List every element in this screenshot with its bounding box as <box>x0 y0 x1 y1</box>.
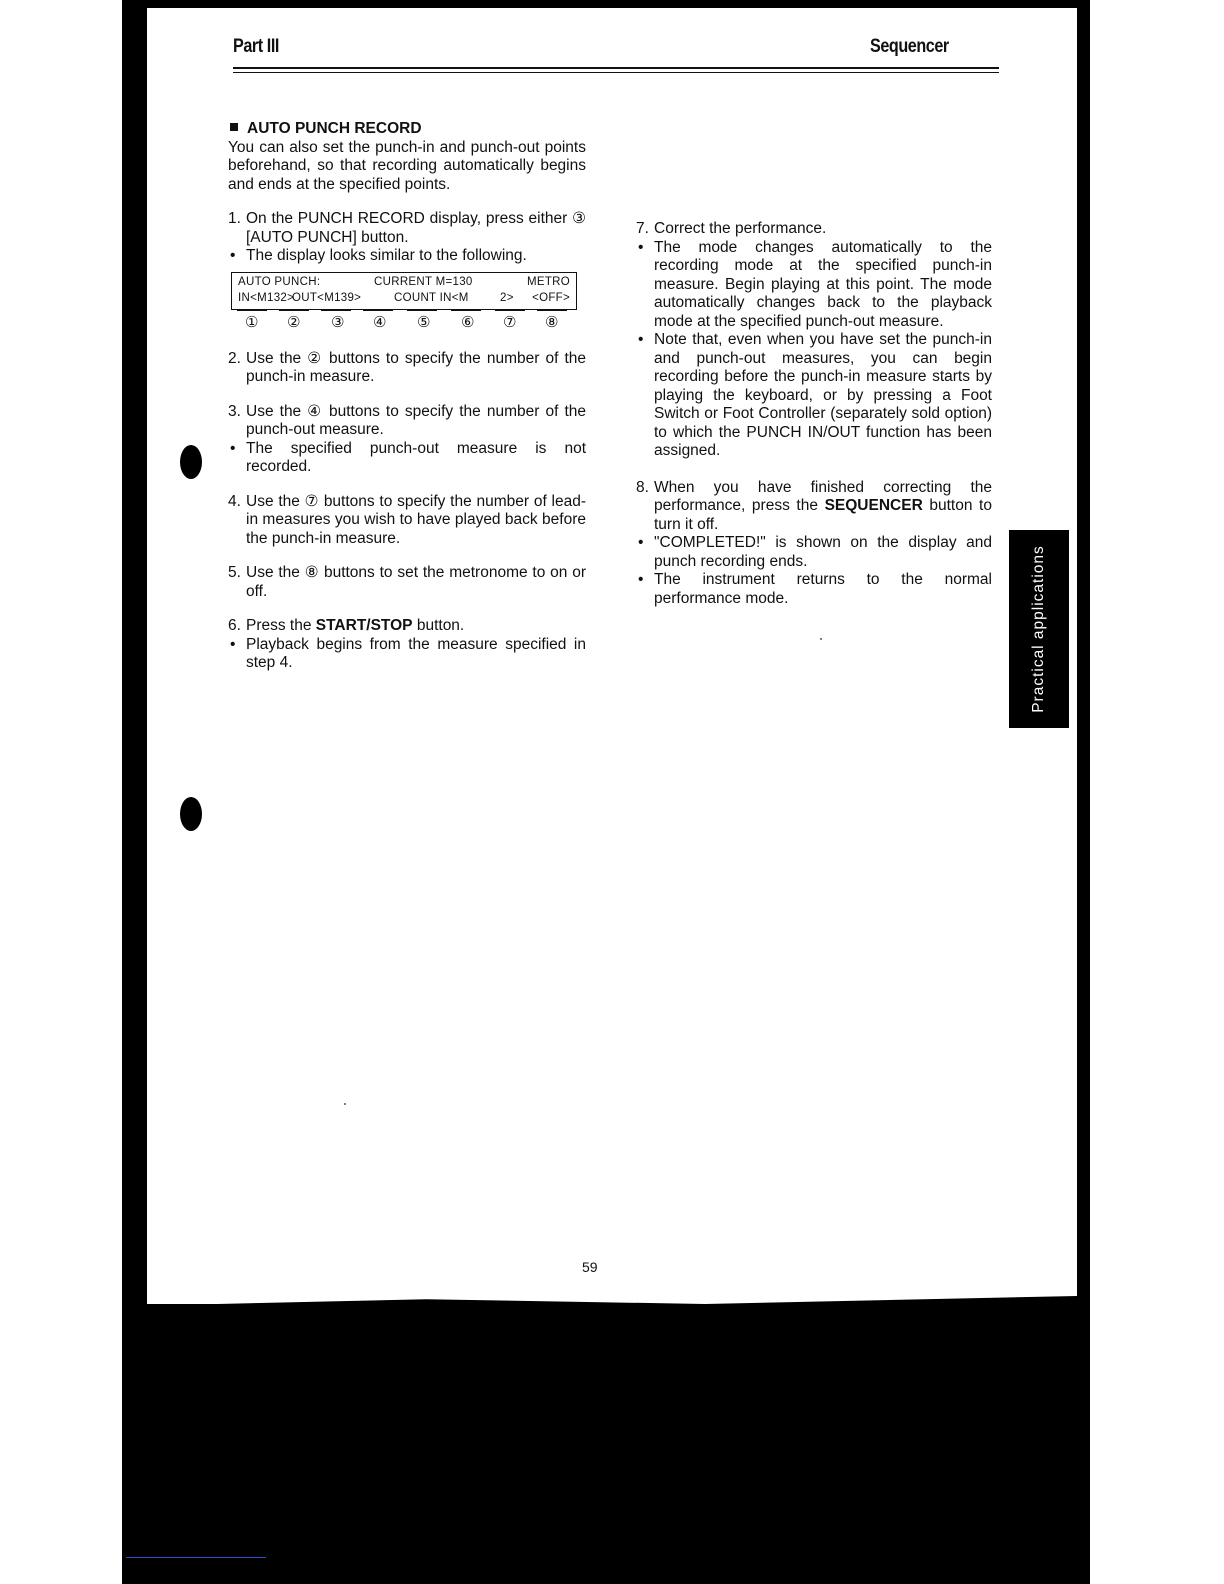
lcd-row2-col3: COUNT IN<M <box>394 291 469 304</box>
lcd-row2-col5: <OFF> <box>532 291 570 304</box>
bullet-dot-icon: • <box>638 571 644 588</box>
scan-border-top <box>0 0 1224 8</box>
step-7-bullet-2: • Note that, even when you have set the punch-in and punch-out measures, you can begin recording before the punch-in measure starts by playing the keyboard, or by pressing a Foot Switch or Foot Controller (separately sold option) to which the PUNCH IN/OUT function has been assigned. <box>638 331 992 459</box>
punch-hole-icon <box>180 445 202 479</box>
square-bullet-icon <box>230 123 238 131</box>
step-3: 3. Use the ④ buttons to specify the number of the punch-out measure. <box>228 402 586 438</box>
lcd-marker <box>321 310 351 312</box>
lcd-marker <box>279 310 309 312</box>
scan-margin-left <box>0 0 122 1584</box>
step-3-bullet: • The specified punch-out measure is not recorded. <box>230 439 586 475</box>
bullet-dot-icon: • <box>230 247 236 264</box>
lcd-marker <box>237 310 267 312</box>
punch-hole-icon <box>180 797 202 831</box>
part-heading: Part III <box>233 36 279 57</box>
header-rule-thin <box>233 72 999 73</box>
sequencer-button-ref: SEQUENCER <box>824 497 923 514</box>
lcd-marker <box>495 310 525 312</box>
intro-paragraph: You can also set the punch-in and punch-out points beforehand, so that recording automatically begins and ends at the specified points. <box>228 138 586 193</box>
lcd-row1-col2: CURRENT M=130 <box>374 275 473 288</box>
page-number: 59 <box>582 1259 598 1275</box>
lcd-row2-col1: IN<M132> <box>238 291 295 304</box>
lcd-marker <box>407 310 437 312</box>
scan-border-bottom <box>0 1304 1224 1584</box>
step-1-bullet: • The display looks similar to the following. <box>230 247 527 264</box>
button-4-label: ④ <box>373 313 387 331</box>
bullet-dot-icon: • <box>638 238 644 256</box>
scan-margin-right <box>1090 0 1224 1584</box>
start-stop-button-ref: START/STOP <box>315 617 413 634</box>
bullet-dot-icon: • <box>638 534 644 551</box>
lcd-row1-col1: AUTO PUNCH: <box>238 275 321 288</box>
scan-speck <box>820 638 822 640</box>
bullet-dot-icon: • <box>638 331 644 348</box>
button-6-label: ⑥ <box>461 313 475 331</box>
scan-artifact-line <box>126 1557 266 1558</box>
step-5: 5. Use the ⑧ buttons to set the metronome to on or off. <box>228 564 586 600</box>
button-8-label: ⑧ <box>545 313 559 331</box>
section-heading: Sequencer <box>870 36 949 57</box>
lcd-row1-col3: METRO <box>526 275 570 288</box>
left-column <box>228 120 586 673</box>
step-4: 4. Use the ⑦ buttons to specify the number of lead-in measures you wish to have played back before the punch-in measure. <box>228 492 586 547</box>
bullet-dot-icon: • <box>230 439 236 457</box>
step-6: 6. Press the START/STOP button. <box>228 617 465 634</box>
lcd-marker <box>451 310 481 312</box>
lcd-display <box>231 272 577 310</box>
step-8-bullet-1: • "COMPLETED!" is shown on the display and punch recording ends. <box>638 534 992 570</box>
lcd-marker <box>363 310 393 312</box>
button-1-label: ① <box>245 313 259 331</box>
lcd-button-numbers <box>231 314 575 336</box>
section-title: AUTO PUNCH RECORD <box>228 120 586 139</box>
step-6-bullet: • Playback begins from the measure specified in step 4. <box>230 635 586 671</box>
button-2-label: ② <box>287 313 301 331</box>
step-8-bullet-2: • The instrument returns to the normal performance mode. <box>638 571 992 607</box>
lcd-row2-col2: OUT<M139> <box>292 291 362 304</box>
step-8: 8. When you have finished correcting the performance, press the SEQUENCER button to turn it off. <box>636 478 992 533</box>
step-1: 1. On the PUNCH RECORD display, press either ③ [AUTO PUNCH] button. <box>228 210 586 246</box>
lcd-marker <box>537 310 567 312</box>
header-rule <box>233 67 999 69</box>
step-7-bullet-1: • The mode changes automatically to the recording mode at the specified punch-in measure. Begin playing at this point. The mode automatically changes back to the playback mode at the specified punch-out measure. <box>638 238 992 330</box>
button-7-label: ⑦ <box>503 313 517 331</box>
scan-speck <box>344 1103 346 1105</box>
step-7: 7. Correct the performance. <box>636 220 827 237</box>
right-column <box>636 220 992 608</box>
bullet-dot-icon: • <box>230 635 236 653</box>
step-2: 2. Use the ② buttons to specify the number of the punch-in measure. <box>228 349 586 385</box>
button-3-label: ③ <box>331 313 345 331</box>
side-tab-label: Practical applications <box>1030 545 1047 713</box>
lcd-row2-col4: 2> <box>500 291 514 304</box>
button-5-label: ⑤ <box>417 313 431 331</box>
